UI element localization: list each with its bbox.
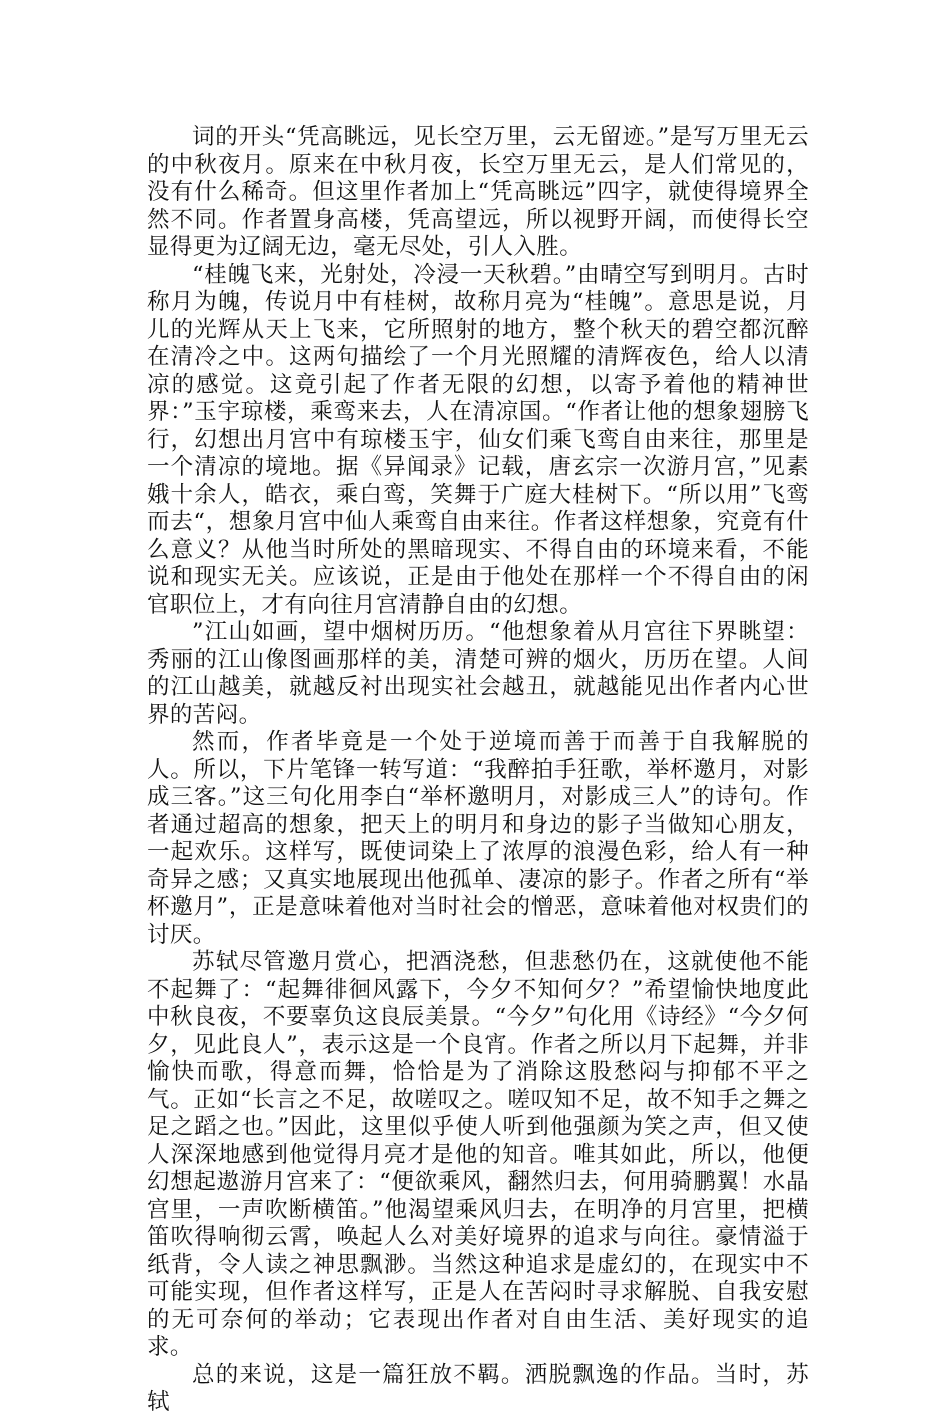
paragraph-conclusion: 总的来说，这是一篇狂放不羁。洒脱飘逸的作品。当时，苏轼 [147, 1361, 809, 1415]
document-page [147, 124, 809, 1417]
paragraph-ranier: 然而，作者毕竟是一个处于逆境而善于而善于自我解脱的人。所以，下片笔锋一转写道：“我醉拍手狂歌，举杯邀月，对影成三客。”这三句化用李白“举杯邀明月，对影成三人”的诗句。作者通过超高的想象，把天上的明月和身边的影子当做知心朋友，一起欢乐。这样写，既使词染上了浓厚的浪漫色彩，给人有一种奇异之感；又真实地展现出他孤单、凄凉的影子。作者之所有“举杯邀月”，正是意味着他对当时社会的憎恶，意味着他对权贵们的讨厌。 [147, 729, 809, 948]
paragraph-guipo: “桂魄飞来，光射处，冷浸一天秋碧。”由晴空写到明月。古时称月为魄，传说月中有桂树，故称月亮为“桂魄”。意思是说，月儿的光辉从天上飞来，它所照射的地方，整个秋天的碧空都沉醉在清冷之中。这两句描绘了一个月光照耀的清辉夜色，给人以清凉的感觉。这竟引起了作者无限的幻想，以寄予着他的精神世界：”玉宇琼楼，乘鸾来去，人在清凉国。“作者让他的想象翅膀飞行，幻想出月宫中有琼楼玉宇，仙女们乘飞鸾自由来往，那里是一个清凉的境地。据《异闻录》记载，唐玄宗一次游月宫，”见素娥十余人，皓衣，乘白鸾，笑舞于广庭大桂树下。“所以用”飞鸾而去“，想象月宫中仙人乘鸾自由来往。作者这样想象，究竟有什么意义？从他当时所处的黑暗现实、不得自由的环境来看，不能说和现实无关。应该说，正是由于他处在那样一个不得自由的闲官职位上，才有向往月宫清静自由的幻想。 [147, 261, 809, 618]
paragraph-jiangshan: ”江山如画，望中烟树历历。“他想象着从月宫往下界眺望：秀丽的江山像图画那样的美，清楚可辨的烟火，历历在望。人间的江山越美，就越反衬出现实社会越丑，就越能见出作者内心世界的苦闷。 [147, 619, 809, 728]
paragraph-sushi: 苏轼尽管邀月赏心，把酒浇愁，但悲愁仍在，这就使他不能不起舞了：“起舞徘徊风露下，今夕不知何夕？”希望愉快地度此中秋良夜，不要辜负这良辰美景。“今夕”句化用《诗经》“今夕何夕，见此良人”，表示这是一个良宵。作者之所以月下起舞，并非愉快而歌，得意而舞，恰恰是为了消除这股愁闷与抑郁不平之气。正如“长言之不足，故嗟叹之。嗟叹知不足，故不知手之舞之足之蹈之也。”因此，这里似乎使人听到他强颜为笑之声，但又使人深深地感到他觉得月亮才是他的知音。唯其如此，所以，他便幻想起遨游月宫来了：“便欲乘风，翻然归去，何用骑鹏翼！水晶宫里，一声吹断横笛。”他渴望乘风归去，在明净的月宫里，把横笛吹得响彻云霄，唤起人么对美好境界的追求与向往。豪情溢于纸背，令人读之神思飘渺。当然这种追求是虚幻的，在现实中不可能实现，但作者这样写，正是人在苦闷时寻求解脱、自我安慰的无可奈何的举动；它表现出作者对自由生活、美好现实的追求。 [147, 949, 809, 1360]
paragraph-intro: 词的开头“凭高眺远，见长空万里，云无留迹。”是写万里无云的中秋夜月。原来在中秋月夜，长空万里无云，是人们常见的，没有什么稀奇。但这里作者加上“凭高眺远”四字，就使得境界全然不同。作者置身高楼，凭高望远，所以视野开阔，而使得长空显得更为辽阔无边，毫无尽处，引人入胜。 [147, 124, 809, 260]
